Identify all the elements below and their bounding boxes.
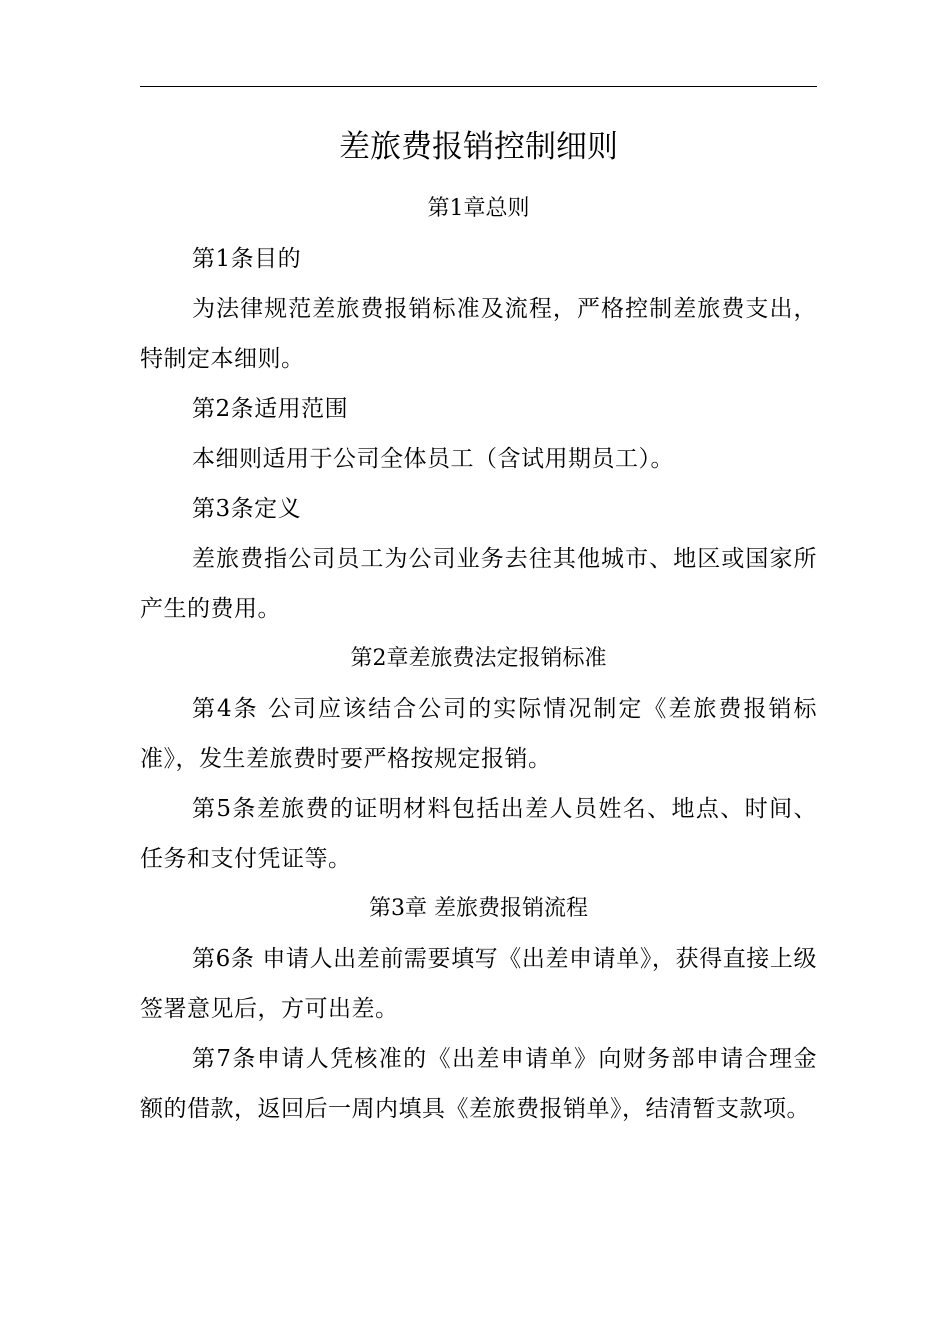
chapter-heading: 第1章总则 — [427, 196, 530, 221]
paragraph: 第5条差旅费的证明材料包括出差人员姓名、地点、时间、任务和支付凭证等。 — [140, 796, 817, 872]
paragraph: 为法律规范差旅费报销标准及流程，严格控制差旅费支出，特制定本细则。 — [140, 296, 817, 372]
paragraph: 差旅费指公司员工为公司业务去往其他城市、地区或国家所产生的费用。 — [140, 546, 817, 622]
document-title: 差旅费报销控制细则 — [339, 129, 618, 165]
chapter-1 — [140, 184, 817, 634]
chapter-heading: 第2章差旅费法定报销标准 — [350, 646, 607, 671]
title-block — [140, 116, 817, 178]
chapter-3 — [140, 884, 817, 1134]
article-heading: 第2条适用范围 — [192, 396, 349, 422]
chapter-2 — [140, 634, 817, 884]
chapter-heading: 第3章 差旅费报销流程 — [369, 896, 588, 921]
paragraph: 第4条 公司应该结合公司的实际情况制定《差旅费报销标准》，发生差旅费时要严格按规定报销。 — [140, 696, 817, 772]
article-heading: 第1条目的 — [192, 246, 302, 272]
paragraph: 第6条 申请人出差前需要填写《出差申请单》，获得直接上级签署意见后，方可出差。 — [140, 946, 817, 1022]
document-body — [140, 110, 817, 1134]
paragraph: 本细则适用于公司全体员工（含试用期员工）。 — [192, 446, 674, 472]
article-heading: 第3条定义 — [192, 496, 302, 522]
paragraph: 第7条申请人凭核准的《出差申请单》向财务部申请合理金额的借款，返回后一周内填具《差旅费报销单》，结清暂支款项。 — [140, 1046, 817, 1122]
header-rule — [140, 86, 817, 87]
